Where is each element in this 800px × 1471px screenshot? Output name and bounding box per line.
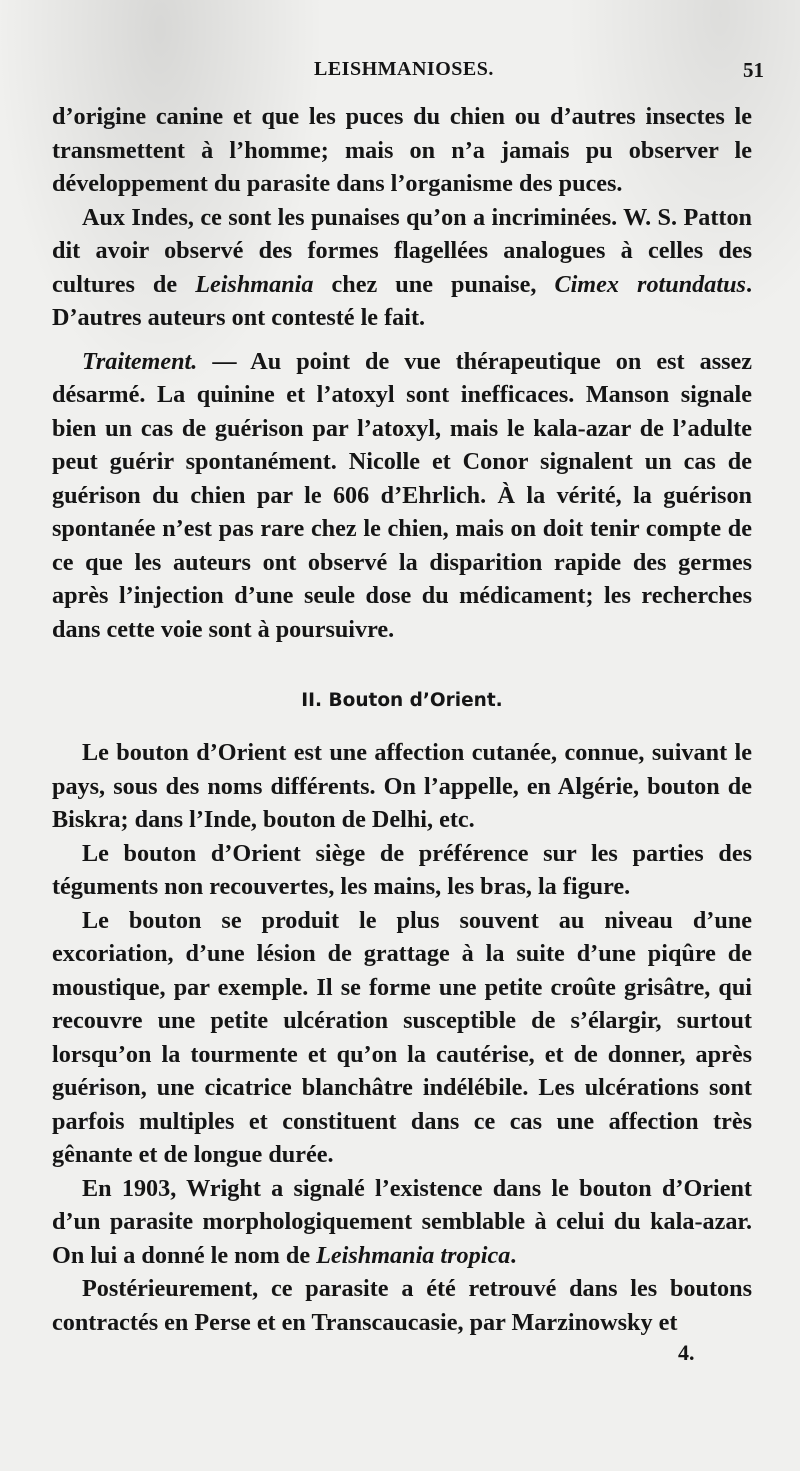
paragraph-text: . <box>510 1241 517 1269</box>
paragraph-later-findings: Postérieurement, ce parasite a été retrouvé dans les boutons contractés en Perse et en Transcaucasie, par Marzinowsky et <box>52 1275 752 1336</box>
body-text <box>52 100 752 1339</box>
genus-name: Leishmania <box>195 270 314 298</box>
paragraph-text: En 1903, Wright a signalé l’existence dans le bouton d’Orient d’un parasite morphologiquement semblable à celui du kala-azar. On lui a donné le nom de <box>52 1174 752 1269</box>
paragraph-treatment <box>52 345 752 647</box>
paragraph-text: Aux Indes, ce sont les punaises qu’on a incriminées. W. S. Patton dit avoir observé des formes flagellées analogues à celles des cultures de <box>52 203 752 298</box>
species-name: Cimex rotundatus <box>554 270 746 298</box>
paragraph-text: . D’autres auteurs ont contesté le fait. <box>52 270 752 331</box>
running-title: LEISHMANIOSES. <box>314 58 494 80</box>
paragraph-gap <box>52 335 752 345</box>
paragraph-continued <box>52 100 752 201</box>
paragraph-text: — Au point de vue thérapeutique on est assez désarmé. La quinine et l’atoxyl sont inefficaces. Manson signale bien un cas de guérison par l’atoxyl, mais le kala-azar de l’adulte peut guérir spontanément. Nicolle et Conor signalent un cas de guérison du chien par le 606 d’Ehrlich. À la vérité, la guérison spontanée n’est pas rare chez le chien, mais on doit tenir compte de ce que les auteurs ont observé la disparition rapide des germes après l’injection d’une seule dose du médicament; les recherches dans cette voie sont à poursuivre. <box>52 347 752 643</box>
paragraph-vectors <box>52 201 752 335</box>
paragraph-text: d’origine canine et que les puces du chien ou d’autres insectes le transmettent à l’homme; mais on n’a jamais pu observer le développement du parasite dans l’organisme des puces. <box>52 103 752 197</box>
signature-mark: 4. <box>678 1340 695 1365</box>
section-heading: II. Bouton d’Orient. <box>301 690 503 711</box>
species-name: Leishmania tropica <box>316 1241 511 1269</box>
paragraph-wright <box>52 1172 752 1273</box>
paragraph-description: Le bouton se produit le plus souvent au niveau d’une excoriation, d’une lésion de grattage à la suite d’une piqûre de moustique, par exemple. Il se forme une petite croûte grisâtre, qui recouvre une petite ulcération susceptible de s’élargir, surtout lorsqu’on la tourmente et qu’on la cautérise, et de donner, après guérison, une cicatrice blanchâtre indélébile. Les ulcérations sont parfois multiples et constituent dans ce cas une affection très gênante et de longue durée. <box>52 906 752 1168</box>
paragraph-text: chez une punaise, <box>313 270 555 298</box>
paragraph-location: Le bouton d’Orient siège de préférence sur les parties des téguments non recouvertes, les mains, les bras, la figure. <box>52 839 752 900</box>
run-in-heading: Traitement. <box>82 347 198 375</box>
page-number: 51 <box>743 58 764 82</box>
running-head <box>52 58 770 88</box>
paragraph-definition: Le bouton d’Orient est une affection cutanée, connue, suivant le pays, sous des noms différents. On l’appelle, en Algérie, bouton de Biskra; dans l’Inde, bouton de Delhi, etc. <box>52 739 752 833</box>
